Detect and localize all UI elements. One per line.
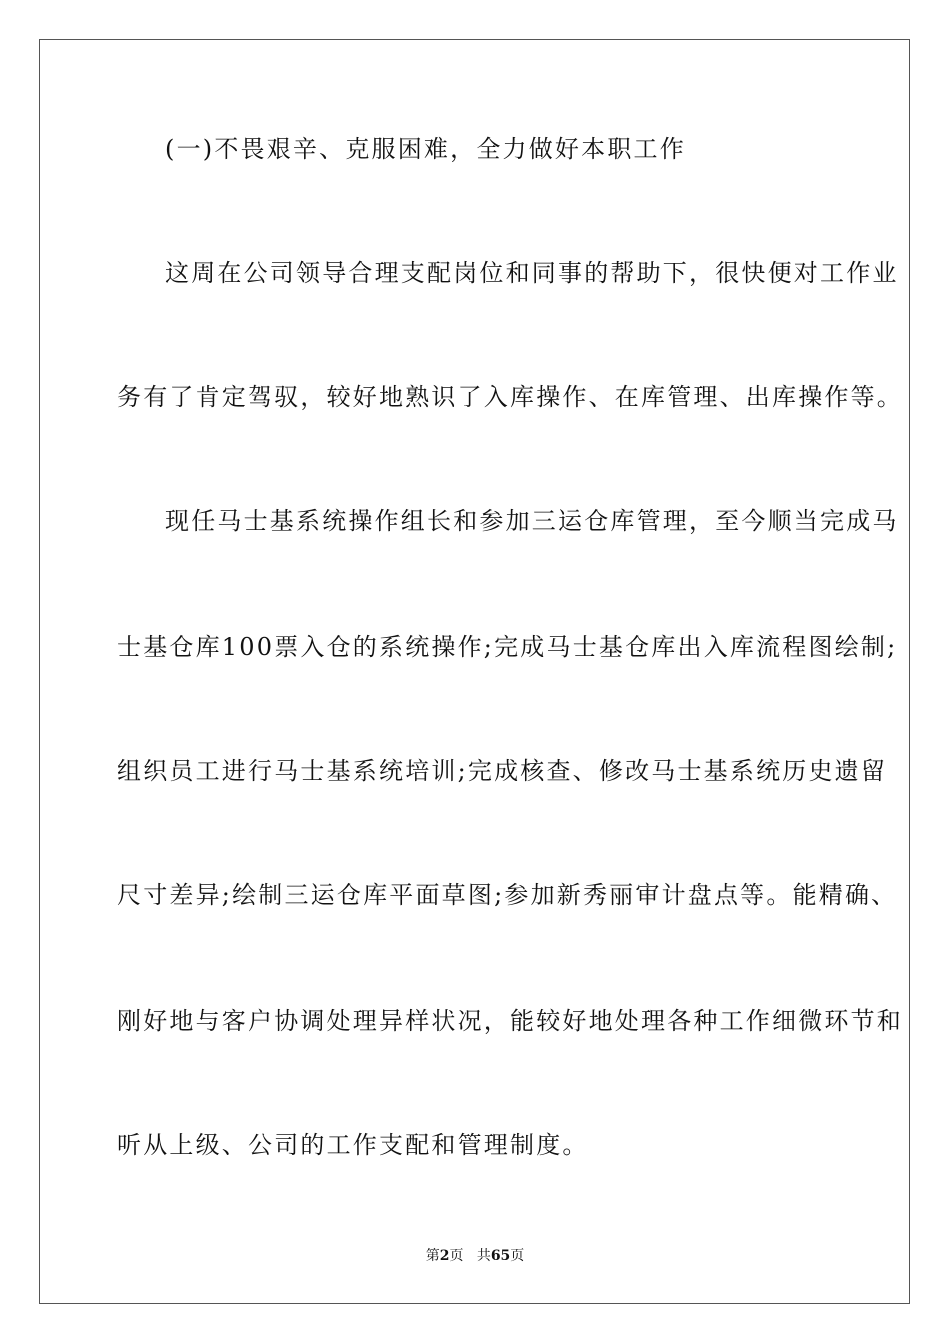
footer-page-prefix: 第 [425, 1248, 440, 1264]
footer-total-suffix: 页 [510, 1248, 525, 1264]
footer-page-suffix: 页 [449, 1248, 464, 1264]
page-footer [0, 1247, 950, 1265]
paragraph-line: 现任马士基系统操作组长和参加三运仓库管理，至今顺当完成马 [165, 507, 899, 535]
paragraph-line: 士基仓库100票入仓的系统操作;完成马士基仓库出入库流程图绘制; [117, 633, 898, 661]
footer-page-number: 2 [439, 1248, 450, 1264]
paragraph-line: 尺寸差异;绘制三运仓库平面草图;参加新秀丽审计盘点等。能精确、 [117, 881, 898, 909]
section-heading: (一)不畏艰辛、克服困难，全力做好本职工作 [165, 135, 686, 163]
page-border [39, 39, 910, 1304]
paragraph-line: 刚好地与客户协调处理异样状况，能较好地处理各种工作细微环节和 [117, 1007, 903, 1035]
footer-total-pages: 65 [490, 1248, 511, 1264]
paragraph-line: 务有了肯定驾驭，较好地熟识了入库操作、在库管理、出库操作等。 [117, 383, 903, 411]
paragraph-line: 听从上级、公司的工作支配和管理制度。 [117, 1131, 589, 1159]
footer-total-prefix: 共 [476, 1248, 491, 1264]
paragraph-line: 这周在公司领导合理支配岗位和同事的帮助下，很快便对工作业 [165, 259, 899, 287]
paragraph-line: 组织员工进行马士基系统培训;完成核查、修改马士基系统历史遗留 [117, 757, 888, 785]
